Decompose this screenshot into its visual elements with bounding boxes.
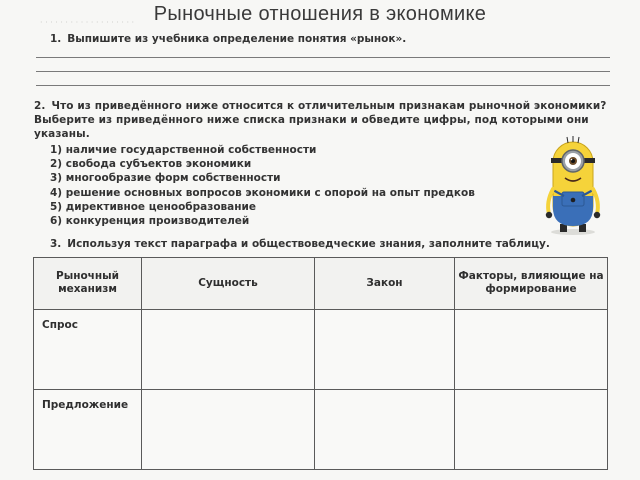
task-3-text: Используя текст параграфа и обществоведческие знания, заполните таблицу. (67, 238, 550, 250)
cell-supply-essence[interactable] (142, 389, 315, 469)
table-row (34, 389, 608, 469)
header-factors: Факторы, влияющие на формирование (455, 258, 608, 310)
answer-line-1[interactable] (36, 57, 610, 58)
header-mechanism: Рыночный механизм (34, 258, 142, 310)
option-item[interactable]: 1) наличие государственной собственности (50, 144, 317, 156)
task-1-number: 1. (50, 33, 62, 45)
page-title: Рыночные отношения в экономике (153, 3, 487, 25)
option-item[interactable]: 5) директивное ценообразование (50, 200, 256, 213)
header-law: Закон (315, 258, 455, 310)
row-label-supply: Предложение (34, 389, 142, 469)
task-1 (50, 32, 610, 46)
cell-supply-factors[interactable] (455, 389, 608, 469)
market-mechanism-table (33, 257, 608, 470)
row-label-demand: Спрос (34, 309, 142, 389)
answer-line-3[interactable] (36, 85, 610, 86)
cell-demand-factors[interactable] (455, 309, 608, 389)
task-3-number: 3. (50, 238, 62, 250)
task-2 (34, 99, 612, 141)
option-item[interactable]: 4) решение основных вопросов экономики с опорой на опыт предков (50, 186, 475, 199)
answer-line-2[interactable] (36, 71, 610, 72)
cell-supply-law[interactable] (315, 389, 455, 469)
table-row (34, 309, 608, 389)
option-item[interactable]: 6) конкуренция производителей (50, 215, 250, 228)
cell-demand-law[interactable] (315, 309, 455, 389)
table-header-row (34, 258, 608, 310)
task-2-options (50, 143, 550, 228)
option-item[interactable]: 3) многообразие форм собственности (50, 172, 281, 185)
header-essence: Сущность (142, 258, 315, 310)
cell-demand-essence[interactable] (142, 309, 315, 389)
minion-icon (540, 134, 606, 236)
task-3 (50, 237, 610, 251)
option-item[interactable]: 2) свобода субъектов экономики (50, 158, 252, 171)
task-2-number: 2. (34, 100, 46, 112)
task-1-text: Выпишите из учебника определение понятия «рынок». (67, 33, 407, 45)
task-2-text: Что из приведённого ниже относится к отличительным признакам рыночной экономики? Выберите из приведённого ниже списка признаки и обведите цифры, под которыми они указаны. (34, 100, 607, 140)
bleed-through-text: · · · · · · · · · · · · · · · · · · · (40, 18, 135, 27)
